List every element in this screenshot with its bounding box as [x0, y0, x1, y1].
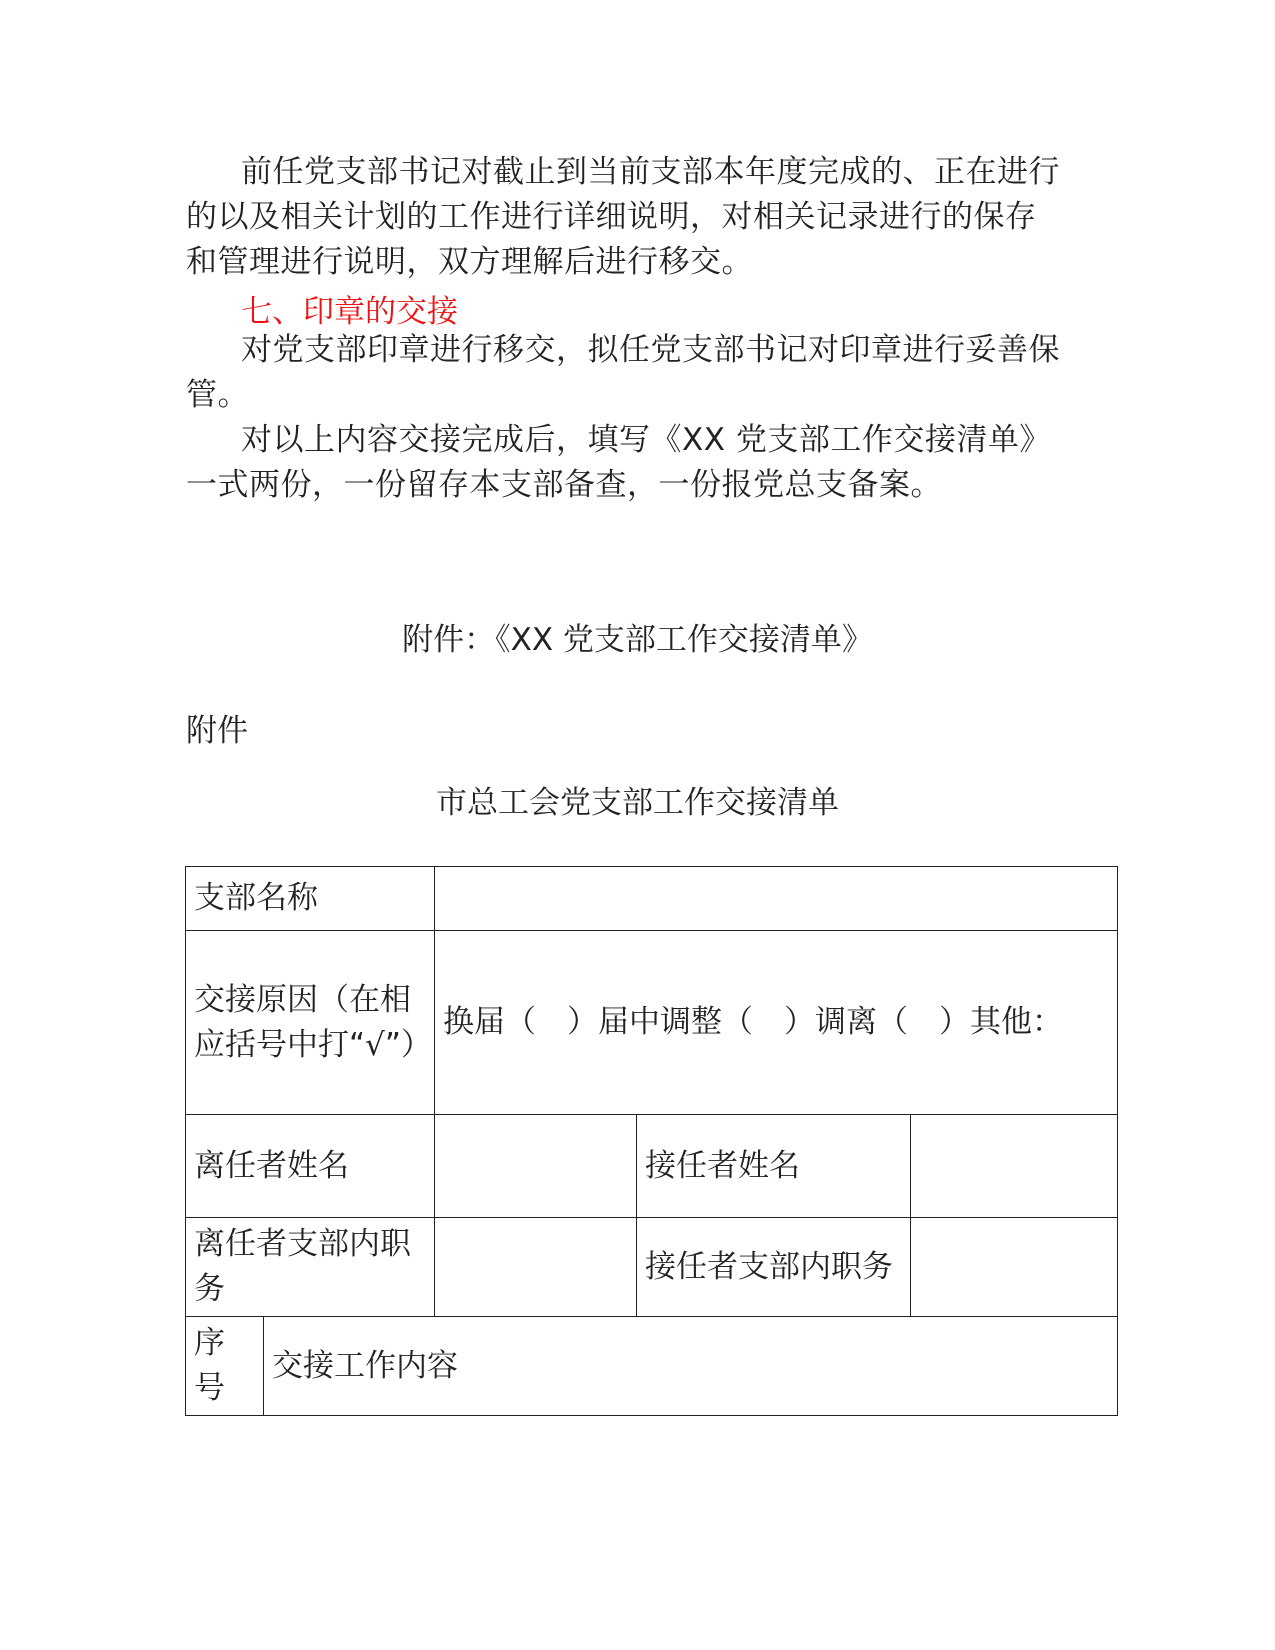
table-row-reason	[186, 931, 1118, 1115]
incoming-post-label: 接任者支部内职务	[637, 1218, 911, 1317]
branch-name-value	[435, 867, 1118, 931]
form-title: 市总工会党支部工作交接清单	[436, 785, 839, 821]
outgoing-name-value	[435, 1115, 637, 1218]
table-row-branch-name	[186, 867, 1118, 931]
content-label: 交接工作内容	[264, 1317, 1118, 1416]
outgoing-post-value	[435, 1218, 637, 1317]
handover-checklist-table	[185, 866, 1118, 1416]
reason-label: 交接原因（在相应括号中打“√”）	[186, 931, 435, 1115]
table-row-posts	[186, 1218, 1118, 1317]
section-heading-seal: 七、印章的交接	[241, 294, 458, 330]
incoming-post-value	[911, 1218, 1118, 1317]
paragraph-fill-checklist: 对以上内容交接完成后，填写《XX 党支部工作交接清单》一式两份，一份留存本支部备查，一份报党总支备案。	[186, 422, 1051, 503]
table-row-names	[186, 1115, 1118, 1218]
reason-options: 换届（ ）届中调整（ ）调离（ ）其他：	[435, 931, 1118, 1115]
paragraph-work-handover: 前任党支部书记对截止到当前支部本年度完成的、正在进行的以及相关计划的工作进行详细说明，对相关记录进行的保存和管理进行说明，双方理解后进行移交。	[186, 154, 1060, 280]
attachment-note: 附件：《XX 党支部工作交接清单》	[402, 622, 873, 658]
incoming-name-label: 接任者姓名	[637, 1115, 911, 1218]
seq-label: 序号	[186, 1317, 264, 1416]
outgoing-post-label: 离任者支部内职务	[186, 1218, 435, 1317]
incoming-name-value	[911, 1115, 1118, 1218]
branch-name-label: 支部名称	[186, 867, 435, 931]
attachment-label: 附件	[186, 713, 248, 749]
paragraph-seal-handover: 对党支部印章进行移交，拟任党支部书记对印章进行妥善保管。	[186, 332, 1060, 413]
table-row-content-header	[186, 1317, 1118, 1416]
outgoing-name-label: 离任者姓名	[186, 1115, 435, 1218]
